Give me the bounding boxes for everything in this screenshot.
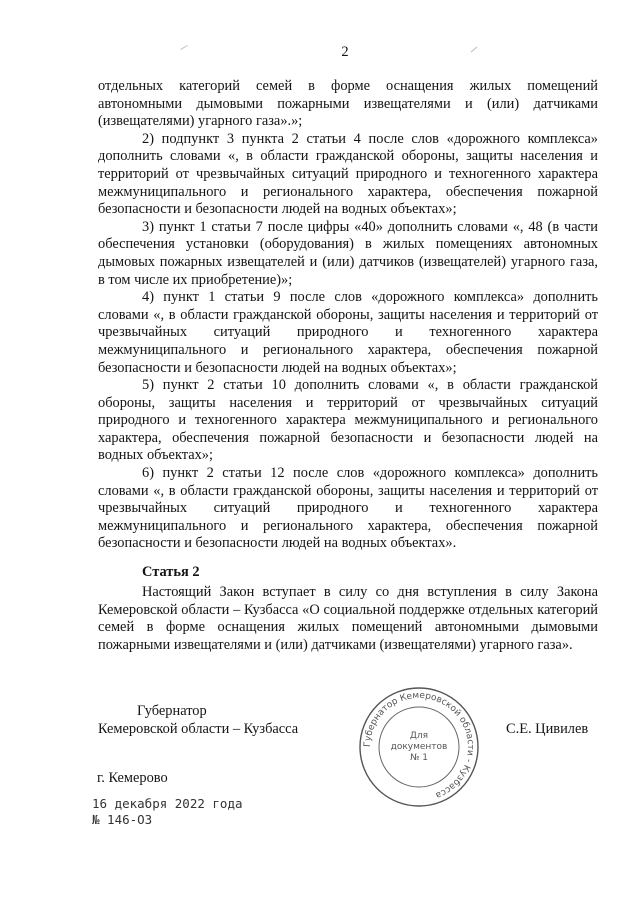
paragraph: Настоящий Закон вступает в силу со дня вступления в силу Закона Кемеровской области – Кузбасса «О социальной поддержке отдельных категорий семей в форме оснащения жилых помещений автономными дымовыми пожарными извещателями и (или) датчиками (извещателями) угарного газа». <box>98 584 598 653</box>
signing-date: 16 декабря 2022 года <box>92 796 243 811</box>
paragraph: 6) пункт 2 статьи 12 после слов «дорожного комплекса» дополнить словами «, в области гражданской обороны, защиты населения и территорий от чрезвычайных ситуаций природного и техногенного характера межмуниципального и регионального характера, обеспечения пожарной безопасности и безопасности людей на водных объектах». <box>98 465 598 552</box>
article-heading: Статья 2 <box>142 564 200 580</box>
seal-ring-text: Губернатор Кемеровской области - Кузбасса <box>362 690 476 800</box>
signatory-region: Кемеровской области – Кузбасса <box>98 721 299 737</box>
paragraph: 2) подпункт 3 пункта 2 статьи 4 после слов «дорожного комплекса» дополнить словами «, в области гражданской обороны, защиты населения и территорий от чрезвычайных ситуаций природного и техногенного характера межмуниципального и регионального характера, обеспечения пожарной безопасности и безопасности людей на водных объектах»; <box>98 130 598 218</box>
svg-text:Для: Для <box>409 731 429 741</box>
svg-text:документов: документов <box>390 742 448 752</box>
law-number: № 146-ОЗ <box>92 812 153 827</box>
page-number: 2 <box>341 44 349 60</box>
svg-text:№ 1: № 1 <box>410 753 428 763</box>
signatory-title: Губернатор <box>137 703 207 719</box>
paragraph: 3) пункт 1 статьи 7 после цифры «40» дополнить словами «, 48 (в части обеспечения установки (оборудования) в жилых помещениях автономных дымовых пожарных извещателей и (или) датчиков (извещателей) угарного газа, в том числе их приобретение)»; <box>98 218 598 288</box>
city: г. Кемерово <box>97 770 168 786</box>
paragraph: 5) пункт 2 статьи 10 дополнить словами «, в области гражданской обороны, защиты населения и территорий от чрезвычайных ситуаций природного и техногенного характера межмуниципального и регионального характера, обеспечения пожарной безопасности и безопасности людей на водных объектах»; <box>98 377 598 464</box>
official-seal-stamp <box>357 685 481 809</box>
amendments-text <box>98 78 598 553</box>
signatory-name: С.Е. Цивилев <box>506 721 589 737</box>
article-body <box>98 584 598 654</box>
paragraph: отдельных категорий семей в форме оснащения жилых помещений автономными дымовыми пожарными извещателями и (или) датчиками (извещателями) угарного газа».»; <box>98 78 598 130</box>
paragraph: 4) пункт 1 статьи 9 после слов «дорожного комплекса» дополнить словами «, в области гражданской обороны, защиты населения и территорий от чрезвычайных ситуаций природного и техногенного характера межмуниципального и регионального характера, обеспечения пожарной безопасности и безопасности людей на водных объектах»; <box>98 289 598 376</box>
